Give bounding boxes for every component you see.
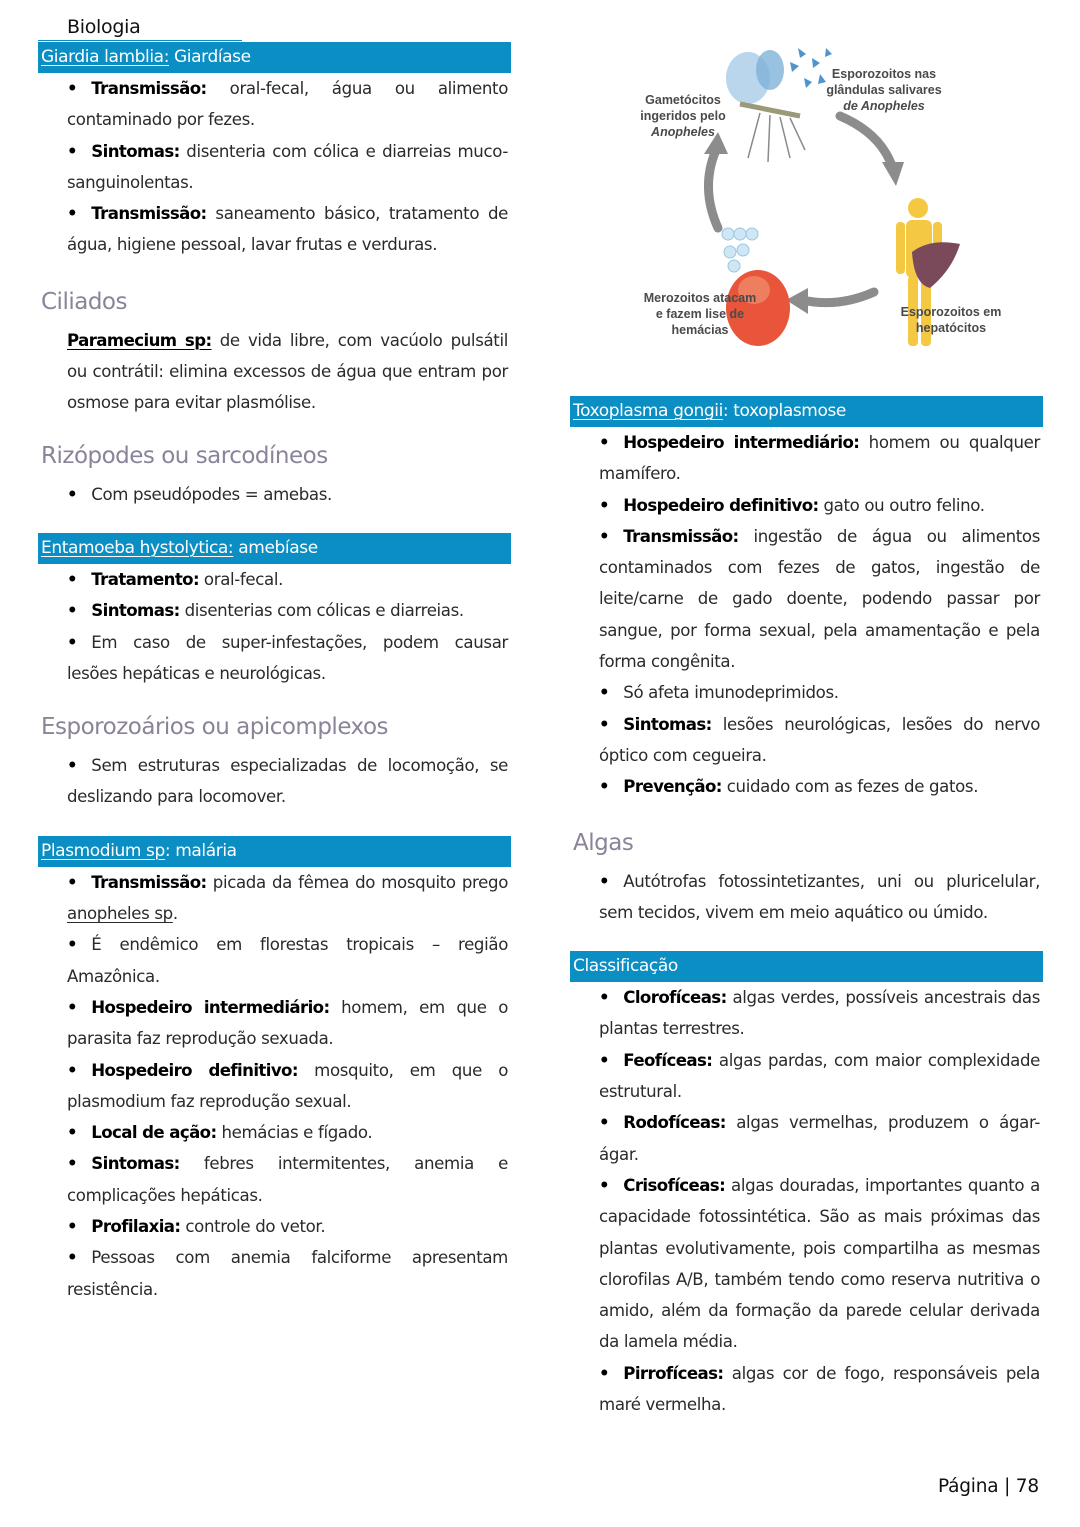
list-item: • Hospedeiro intermediário: homem ou qualquer mamífero.	[599, 433, 1040, 484]
list-item: • Profilaxia: controle do vetor.	[67, 1217, 326, 1237]
list-item: • Feofíceas: algas pardas, com maior complexidade estrutural.	[599, 1050, 1040, 1102]
list-item: • Sintomas: disenteria com cólica e diarreias muco-sanguinolentas.	[67, 141, 508, 192]
label-esporozoitos-glandulas: Esporozoitos nas glândulas salivares de Anopheles	[826, 67, 942, 113]
giardia-disease: Giardíase	[169, 47, 251, 67]
list-item: • Em caso de super-infestações, podem causar lesões hepáticas e neurológicas.	[67, 632, 508, 683]
entamoeba-header-bar: Entamoeba hystolytica: amebíase	[38, 533, 511, 564]
list-item: • Prevenção: cuidado com as fezes de gatos.	[599, 777, 979, 797]
list-item: • Transmissão: picada da fêmea do mosquito prego anopheles sp.	[67, 872, 508, 924]
list-item: • É endêmico em florestas tropicais – região Amazônica.	[67, 935, 508, 986]
document-subject: Biologia	[67, 16, 141, 38]
list-item: • Sintomas: febres intermitentes, anemia e complicações hepáticas.	[67, 1154, 508, 1205]
giardia-list	[38, 73, 511, 261]
section-heading-algas: Algas	[573, 829, 634, 856]
list-item: • Hospedeiro definitivo: mosquito, em que o plasmodium faz reprodução sexual.	[67, 1060, 508, 1111]
plasmodium-list	[38, 867, 511, 1305]
label-esporozoitos-hepatocitos: Esporozoitos em hepatócitos	[900, 305, 1002, 335]
rizopodes-list	[38, 479, 511, 510]
plasmodium-header-bar: Plasmodium sp: malária	[38, 836, 511, 867]
paramecium-paragraph: Paramecium sp: de vida libre, com vacúolo pulsátil ou contrátil: elimina excessos de água que entram por osmose para evitar plasmólise.	[67, 330, 508, 413]
label-gametocitos: Gametócitos ingeridos pelo Anopheles	[640, 93, 726, 139]
section-heading-ciliados: Ciliados	[41, 288, 127, 315]
list-item: • Transmissão: saneamento básico, tratamento de água, higiene pessoal, lavar frutas e verduras.	[67, 204, 508, 255]
giardia-species: Giardia lamblia:	[41, 47, 170, 67]
left-column	[38, 42, 511, 1305]
label-merozoitos: Merozoitos atacam e fazem lise de hemácias	[643, 291, 757, 337]
arrow-rbc-to-mosquito	[708, 150, 718, 228]
list-item: • Sem estruturas especializadas de locomoção, se deslizando para locomover.	[67, 756, 508, 807]
algas-list	[570, 866, 1043, 929]
page-number: Página | 78	[938, 1476, 1039, 1497]
list-item: • Tratamento: oral-fecal.	[67, 569, 284, 589]
list-item: • Rodofíceas: algas vermelhas, produzem o ágar-ágar.	[599, 1113, 1040, 1164]
arrow-human-to-rbc	[802, 292, 874, 303]
list-item: • Sintomas: disenterias com cólicas e diarreias.	[67, 601, 464, 621]
classificacao-list	[570, 982, 1043, 1420]
classificacao-header-bar: Classificação	[570, 951, 1043, 982]
right-column	[570, 396, 1043, 1420]
section-heading-esporozoarios: Esporozoários ou apicomplexos	[41, 714, 389, 741]
list-item: • Hospedeiro intermediário: homem, em que o parasita faz reprodução sexuada.	[67, 997, 508, 1049]
section-heading-rizopodes: Rizópodes ou sarcodíneos	[41, 442, 328, 469]
subject-rule	[38, 40, 242, 41]
list-item: • Só afeta imunodeprimidos.	[599, 683, 839, 703]
esporozoarios-list	[38, 750, 511, 813]
list-item: • Pessoas com anemia falciforme apresentam resistência.	[67, 1248, 508, 1299]
list-item: • Hospedeiro definitivo: gato ou outro felino.	[599, 495, 985, 515]
arrow-mosquito-to-human	[840, 116, 892, 166]
list-item: • Transmissão: oral-fecal, água ou alimento contaminado por fezes.	[67, 79, 508, 130]
entamoeba-list	[38, 564, 511, 689]
list-item: • Local de ação: hemácias e fígado.	[67, 1123, 373, 1143]
list-item: • Sintomas: lesões neurológicas, lesões do nervo óptico com cegueira.	[599, 714, 1040, 765]
list-item: • Crisofíceas: algas douradas, importantes quanto a capacidade fotossintética. São as mais próximas das plantas evolutivamente, pois compartilha as mesmas clorofilas A/B, também tendo como reserva nutritiva o amido, além da formação da parede celular derivada da lamela média.	[599, 1175, 1040, 1352]
list-item: • Com pseudópodes = amebas.	[67, 484, 332, 504]
mosquito-icon	[726, 48, 832, 162]
list-item: • Clorofíceas: algas verdes, possíveis ancestrais das plantas terrestres.	[599, 988, 1040, 1039]
toxoplasma-list	[570, 427, 1043, 803]
liver-icon	[912, 242, 960, 288]
toxoplasma-header-bar: Toxoplasma gongii: toxoplasmose	[570, 396, 1043, 427]
giardia-header-bar	[38, 42, 511, 73]
list-item: • Pirrofíceas: algas cor de fogo, responsáveis pela maré vermelha.	[599, 1363, 1040, 1415]
malaria-life-cycle-diagram	[630, 38, 1010, 353]
list-item: • Transmissão: ingestão de água ou alimentos contaminados com fezes de gatos, ingestão de leite/carne de gado doente, podendo passar por sangue, por forma sexual, pela amamentação e pela forma congênita.	[599, 526, 1040, 672]
list-item: • Autótrofas fotossintetizantes, uni ou pluricelular, sem tecidos, vivem em meio aquático ou úmido.	[599, 871, 1040, 922]
